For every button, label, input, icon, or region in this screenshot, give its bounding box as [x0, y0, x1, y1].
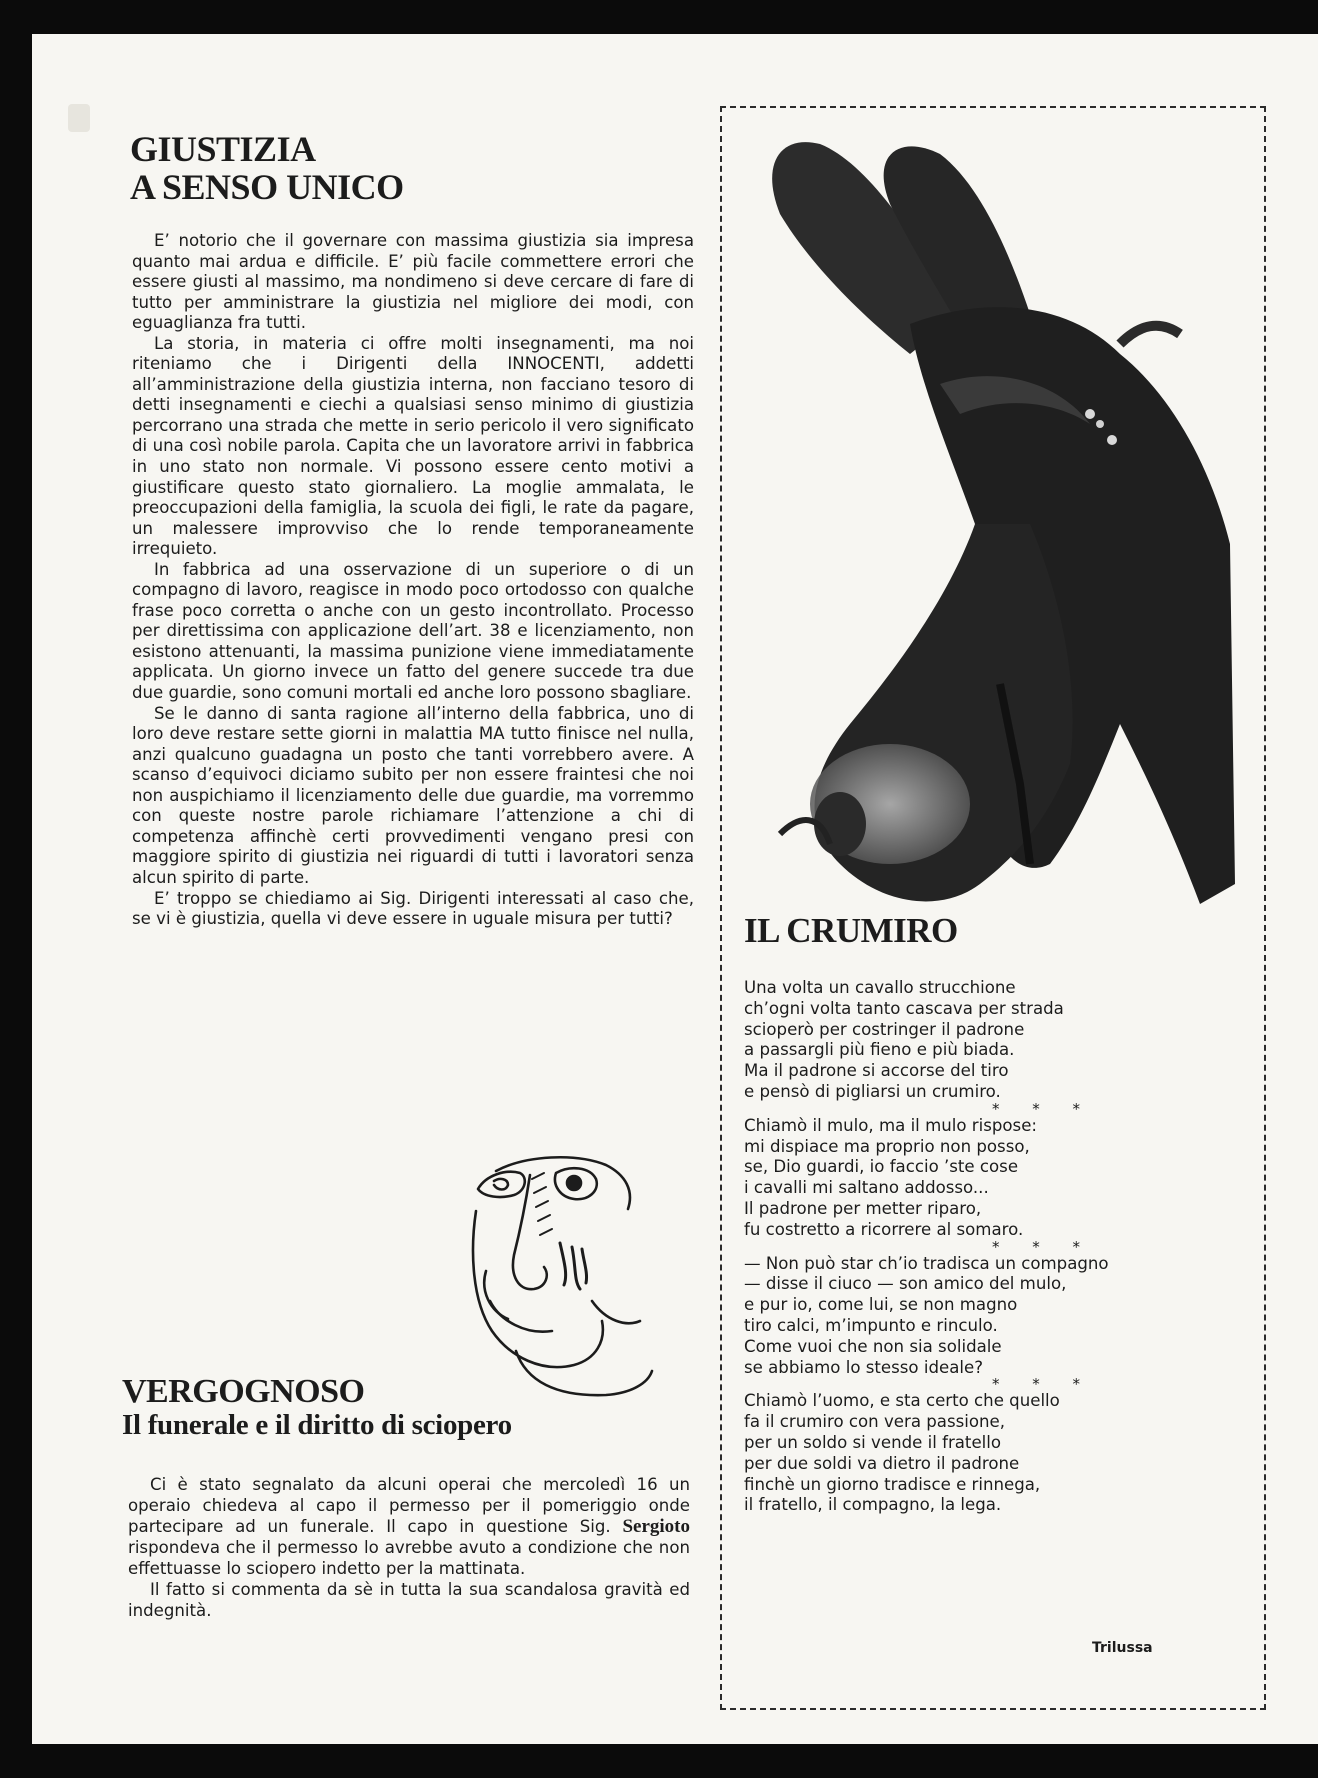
verse-line: se abbiamo lo stesso ideale?	[744, 1357, 983, 1377]
article-title-vergognoso	[122, 1374, 722, 1441]
verse-line: scioperò per costringer il padrone	[744, 1019, 1025, 1039]
verse-line: i cavalli mi saltano addosso...	[744, 1178, 989, 1198]
poem-author: Trilussa	[1092, 1640, 1153, 1656]
donkey-photo	[740, 124, 1240, 944]
stanza-separator: * * *	[991, 1099, 1094, 1118]
verse-line: fa il crumiro con vera passione,	[744, 1412, 1006, 1432]
article-title-giustizia	[130, 130, 550, 206]
title-line: GIUSTIZIA	[130, 129, 316, 169]
title-line: A SENSO UNICO	[130, 167, 404, 207]
verse-line: Il padrone per metter riparo,	[744, 1198, 982, 1218]
stanza-separator: * * *	[991, 1375, 1094, 1394]
verse-line: mi dispiace ma proprio non posso,	[744, 1136, 1030, 1156]
stanza-separator: * * *	[991, 1237, 1094, 1256]
verse-line: ch’ogni volta tanto cascava per strada	[744, 998, 1064, 1018]
verse-line: tiro calci, m’impunto e rinculo.	[744, 1315, 998, 1335]
subtitle-line: Il funerale e il diritto di sciopero	[122, 1409, 512, 1441]
verse-line: — Non può star ch’io tradisca un compagno	[744, 1253, 1109, 1273]
verse-line: il fratello, il compagno, la lega.	[744, 1495, 1002, 1515]
paragraph	[128, 1474, 690, 1579]
verse-line: Ma il padrone si accorse del tiro	[744, 1061, 1009, 1081]
verse-line: — disse il ciuco — son amico del mulo,	[744, 1274, 1067, 1294]
title-line: VERGOGNOSO	[122, 1373, 365, 1410]
verse-line: fu costretto a ricorrere al somaro.	[744, 1219, 1024, 1239]
verse-line: Chiamò l’uomo, e sta certo che quello	[744, 1391, 1060, 1411]
stanza	[744, 1391, 1244, 1516]
caricature-drawing	[456, 1151, 656, 1403]
poem-body	[744, 978, 1244, 1516]
verse-line: Come vuoi che non sia solidale	[744, 1336, 1002, 1356]
poem-title: IL CRUMIRO	[744, 911, 958, 950]
paragraph: Il fatto si commenta da sè in tutta la sua scandalosa gravità ed indegnità.	[128, 1580, 690, 1620]
verse-line: Chiamò il mulo, ma il mulo rispose:	[744, 1115, 1037, 1135]
verse-line: finchè un giorno tradisce e rinnega,	[744, 1474, 1041, 1494]
stanza	[744, 978, 1244, 1103]
paragraph: In fabbrica ad una osservazione di un superiore o di un compagno di lavoro, reagisce in modo poco ortodosso con qualche frase poco corretta o anche con un gesto incontrollato. Processo per direttissima con applicazione dell’art. 38 e licenziamento, non esistono attenuanti, la massima punizione viene immediatamente applicata. Un giorno invece un fatto del genere succede tra due due guardie, sono comuni mortali ed anche loro possono sbagliare.	[132, 559, 694, 703]
verse-line: e pensò di pigliarsi un crumiro.	[744, 1081, 1001, 1101]
paragraph: La storia, in materia ci offre molti insegnamenti, ma noi riteniamo che i Dirigenti della INNOCENTI, addetti all’amministrazione della giustizia interna, non facciano tesoro di detti insegnamenti e ciechi a qualsiasi senso minimo di giustizia percorrano una strada che mette in serio pericolo il vero significato di una così nobile parola. Capita che un lavoratore arrivi in fabbrica in uno stato non normale. Vi possono essere cento motivi a giustificare questo stato giornaliero. La moglie ammalata, le preoccupazioni della famiglia, la scuola dei figli, le rate da pagare, un malessere improvviso che lo rende temporaneamente irrequieto.	[132, 333, 694, 559]
verse-line: per due soldi va dietro il padrone	[744, 1453, 1020, 1473]
stanza	[744, 1254, 1244, 1379]
paragraph: Se le danno di santa ragione all’interno della fabbrica, uno di loro deve restare sette giorni in malattia MA tutto finisce nel nulla, anzi qualcuno guadagna un posto che tanti vorrebbero avere. A scanso d’equivoci diciamo subito per non essere fraintesi che noi non auspichiamo il licenziamento delle due guardie, ma vorremmo con queste nostre parole richiamare l’attenzione a chi di competenza affinchè certi provvedimenti vengano presi con maggiore spirito di giustizia nei riguardi di tutti i lavoratori senza alcun spirito di parte.	[132, 703, 694, 887]
person-name: Sergioto	[622, 1516, 690, 1537]
verse-line: per un soldo si vende il fratello	[744, 1432, 1002, 1452]
paragraph: E’ notorio che il governare con massima giustizia sia impresa quanto mai ardua e difficile. E’ più facile commettere errori che essere giusti al massimo, ma nondimeno si deve cercare di fare di tutto per amministrare la giustizia nel migliore dei modi, con eguaglianza fra tutti.	[132, 231, 694, 333]
verse-line: e pur io, come lui, se non magno	[744, 1295, 1018, 1315]
article-body-vergognoso	[128, 1474, 690, 1621]
paper-stain	[68, 104, 90, 132]
verse-line: a passargli più fieno e più biada.	[744, 1040, 1015, 1060]
text-run: rispondeva che il permesso lo avrebbe avuto a condizione che non effettuasse lo sciopero indetto per la mattinata.	[128, 1538, 690, 1578]
newspaper-page	[32, 34, 1318, 1744]
verse-line: Una volta un cavallo strucchione	[744, 978, 1016, 997]
stanza	[744, 1116, 1244, 1241]
paragraph: E’ troppo se chiediamo ai Sig. Dirigenti interessati al caso che, se vi è giustizia, quella vi deve essere in uguale misura per tutti?	[132, 888, 694, 929]
text-run: Ci è stato segnalato da alcuni operai che mercoledì 16 un operaio chiedeva al capo il permesso per il pomeriggio onde partecipare ad un funerale. Il capo in questione Sig.	[128, 1475, 690, 1536]
article-body-giustizia	[132, 231, 694, 930]
verse-line: se, Dio guardi, io faccio ’ste cose	[744, 1157, 1019, 1177]
